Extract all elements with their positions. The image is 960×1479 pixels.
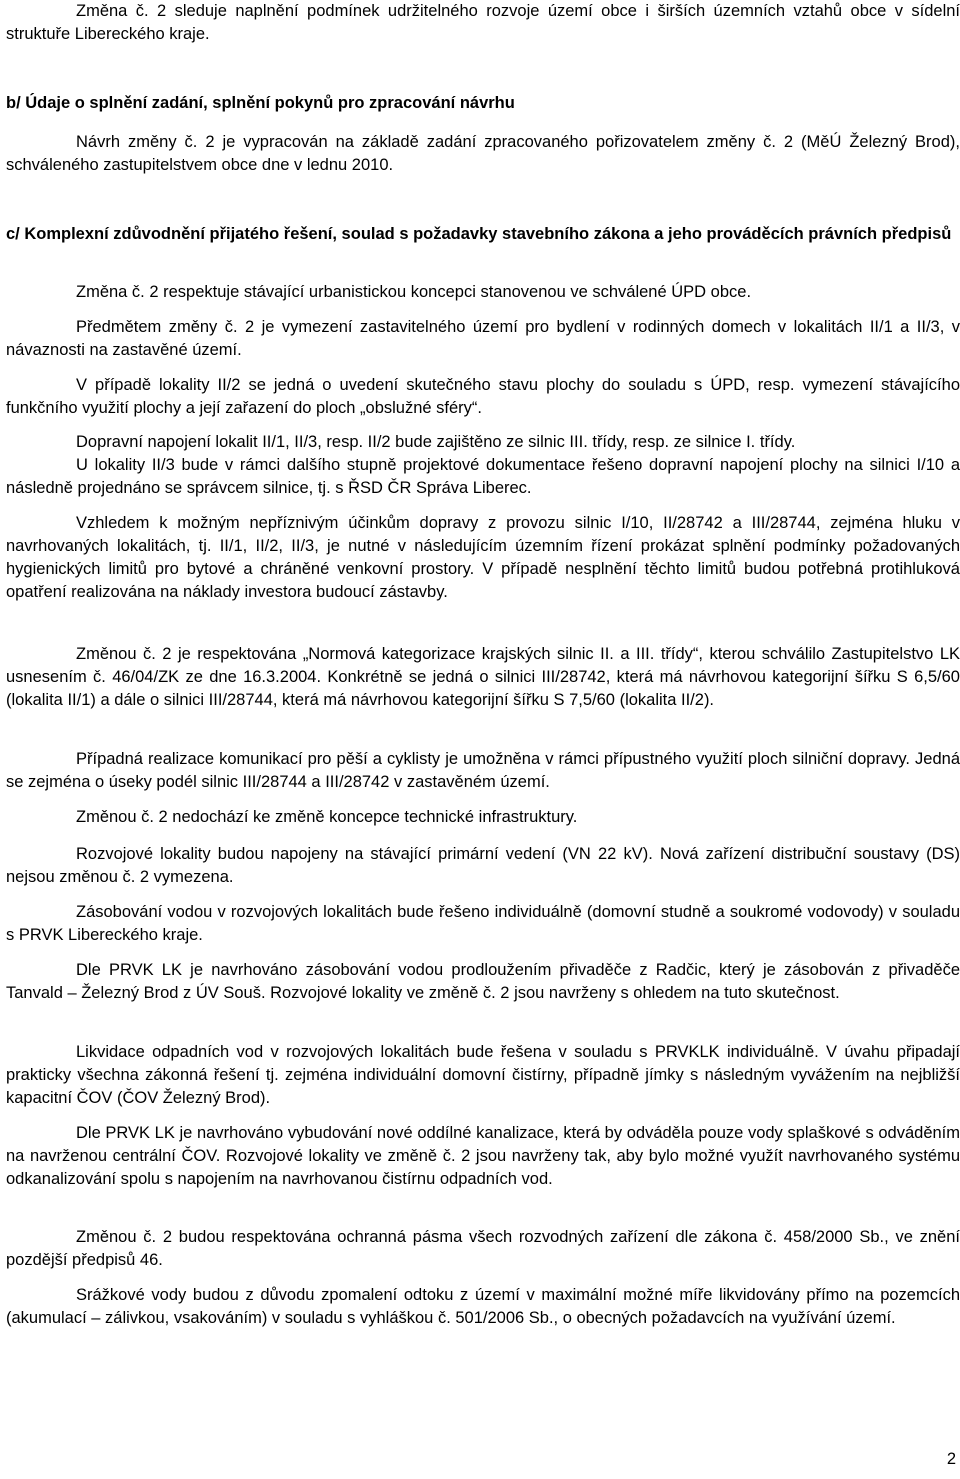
paragraph-urban-concept: Změna č. 2 respektuje stávající urbanistickou koncepci stanovenou ve schválené ÚPD obce. [76,283,752,301]
paragraph-assignment: Návrh změny č. 2 je vypracován na základě zadání zpracovaného pořizovatelem změny č. 2 (MěÚ Železný Brod), schváleného zastupitelstvem obce dne v lednu 2010. [6,133,960,174]
section-heading-c: c/ Komplexní zdůvodnění přijatého řešení, soulad s požadavky stavebního zákona a jeho prováděcích právních předpisů [6,225,952,243]
paragraph-pedestrians: Případná realizace komunikací pro pěší a cyklisty je umožněna v rámci přípustného využití ploch silniční dopravy. Jedná se zejména o úseky podél silnic III/28744 a III/28742 v zastavěném území. [6,750,960,791]
paragraph-wastewater: Likvidace odpadních vod v rozvojových lokalitách bude řešena v souladu s PRVKLK individuálně. V úvahu připadají prakticky všechna zákonná řešení tj. zejména individuální domovní čistírny, případně jímky s následným vyvážením na nejbližší kapacitní ČOV (ČOV Železný Brod). [6,1043,960,1107]
paragraph-protection-zones: Změnou č. 2 budou respektována ochranná pásma všech rozvodných zařízení dle zákona č. 458/2000 Sb., ve znění pozdější předpisů 46. [6,1228,960,1269]
paragraph-traffic-connection: Dopravní napojení lokalit II/1, II/3, resp. II/2 bude zajištěno ze silnic III. třídy, resp. ze silnice I. třídy. [76,433,796,451]
paragraph-rainwater: Srážkové vody budou z důvodu zpomalení odtoku z území v maximální možné míře likvidovány přímo na pozemcích (akumulací – zálivkou, vsakováním) v souladu s vyhláškou č. 501/2006 Sb., o obecných požadavcích na využívání území. [6,1286,960,1327]
paragraph-electricity: Rozvojové lokality budou napojeny na stávající primární vedení (VN 22 kV). Nová zařízení distribuční soustavy (DS) nejsou změnou č. 2 vymezena. [6,845,960,886]
paragraph-locality-ii3: U lokality II/3 bude v rámci dalšího stupně projektové dokumentace řešeno dopravní napojení plochy na silnici I/10 a následně projednáno se správcem silnice, tj. s ŘSD ČR Správa Liberec. [6,456,960,497]
paragraph-infrastructure: Změnou č. 2 nedochází ke změně koncepce technické infrastruktury. [76,808,578,826]
paragraph-subject: Předmětem změny č. 2 je vymezení zastavitelného území pro bydlení v rodinných domech v lokalitách II/1 a II/3, v návaznosti na zastavěné území. [6,318,960,359]
page-number: 2 [946,1450,956,1468]
paragraph-water-supply: Zásobování vodou v rozvojových lokalitách bude řešeno individuálně (domovní studně a soukromé vodovody) v souladu s PRVK Libereckého kraje. [6,903,960,944]
paragraph-sewerage: Dle PRVK LK je navrhováno vybudování nové oddílné kanalizace, která by odváděla pouze vody splaškové s odváděním na navrženou centrální ČOV. Rozvojové lokality ve změně č. 2 jsou navrženy tak, aby bylo možné využít navrhovaného systému odkanalizování spolu s napojením na navrhovanou čistírnu odpadních vod. [6,1124,960,1188]
paragraph-locality-ii2: V případě lokality II/2 se jedná o uvedení skutečného stavu plochy do souladu s ÚPD, resp. vymezení stávajícího funkčního využití plochy a její zařazení do ploch „obslužné sféry“. [6,376,960,417]
paragraph-noise: Vzhledem k možným nepříznivým účinkům dopravy z provozu silnic I/10, II/28742 a III/28744, zejména hluku v navrhovaných lokalitách, tj. II/1, II/2, II/3, je nutné v následujícím územním řízení prokázat splnění podmínky požadovaných hygienických limitů pro bytové a chráněné venkovní prostory. V případě nesplnění těchto limitů budou potřebná protihluková opatření realizována na náklady investora budoucí zástavby. [6,514,960,601]
paragraph-goals: Změna č. 2 sleduje naplnění podmínek udržitelného rozvoje území obce i širších územních vztahů obce v sídelní struktuře Libereckého kraje. [6,2,960,43]
section-heading-b: b/ Údaje o splnění zadání, splnění pokynů pro zpracování návrhu [6,94,515,112]
paragraph-prvk-water: Dle PRVK LK je navrhováno zásobování vodou prodloužením přivaděče z Radčic, který je zásobován z přivaděče Tanvald – Železný Brod z ÚV Souš. Rozvojové lokality ve změně č. 2 jsou navrženy s ohledem na tuto skutečnost. [6,961,960,1002]
paragraph-road-categorization: Změnou č. 2 je respektována „Normová kategorizace krajských silnic II. a III. třídy“, kterou schválilo Zastupitelstvo LK usnesením č. 46/04/ZK ze dne 16.3.2004. Konkrétně se jedná o silnici III/28742, která má návrhovou kategorijní šířku S 6,5/60 (lokalita II/1) a dále o silnici III/28744, která má návrhovou kategorijní šířku S 7,5/60 (lokalita II/2). [6,645,960,709]
